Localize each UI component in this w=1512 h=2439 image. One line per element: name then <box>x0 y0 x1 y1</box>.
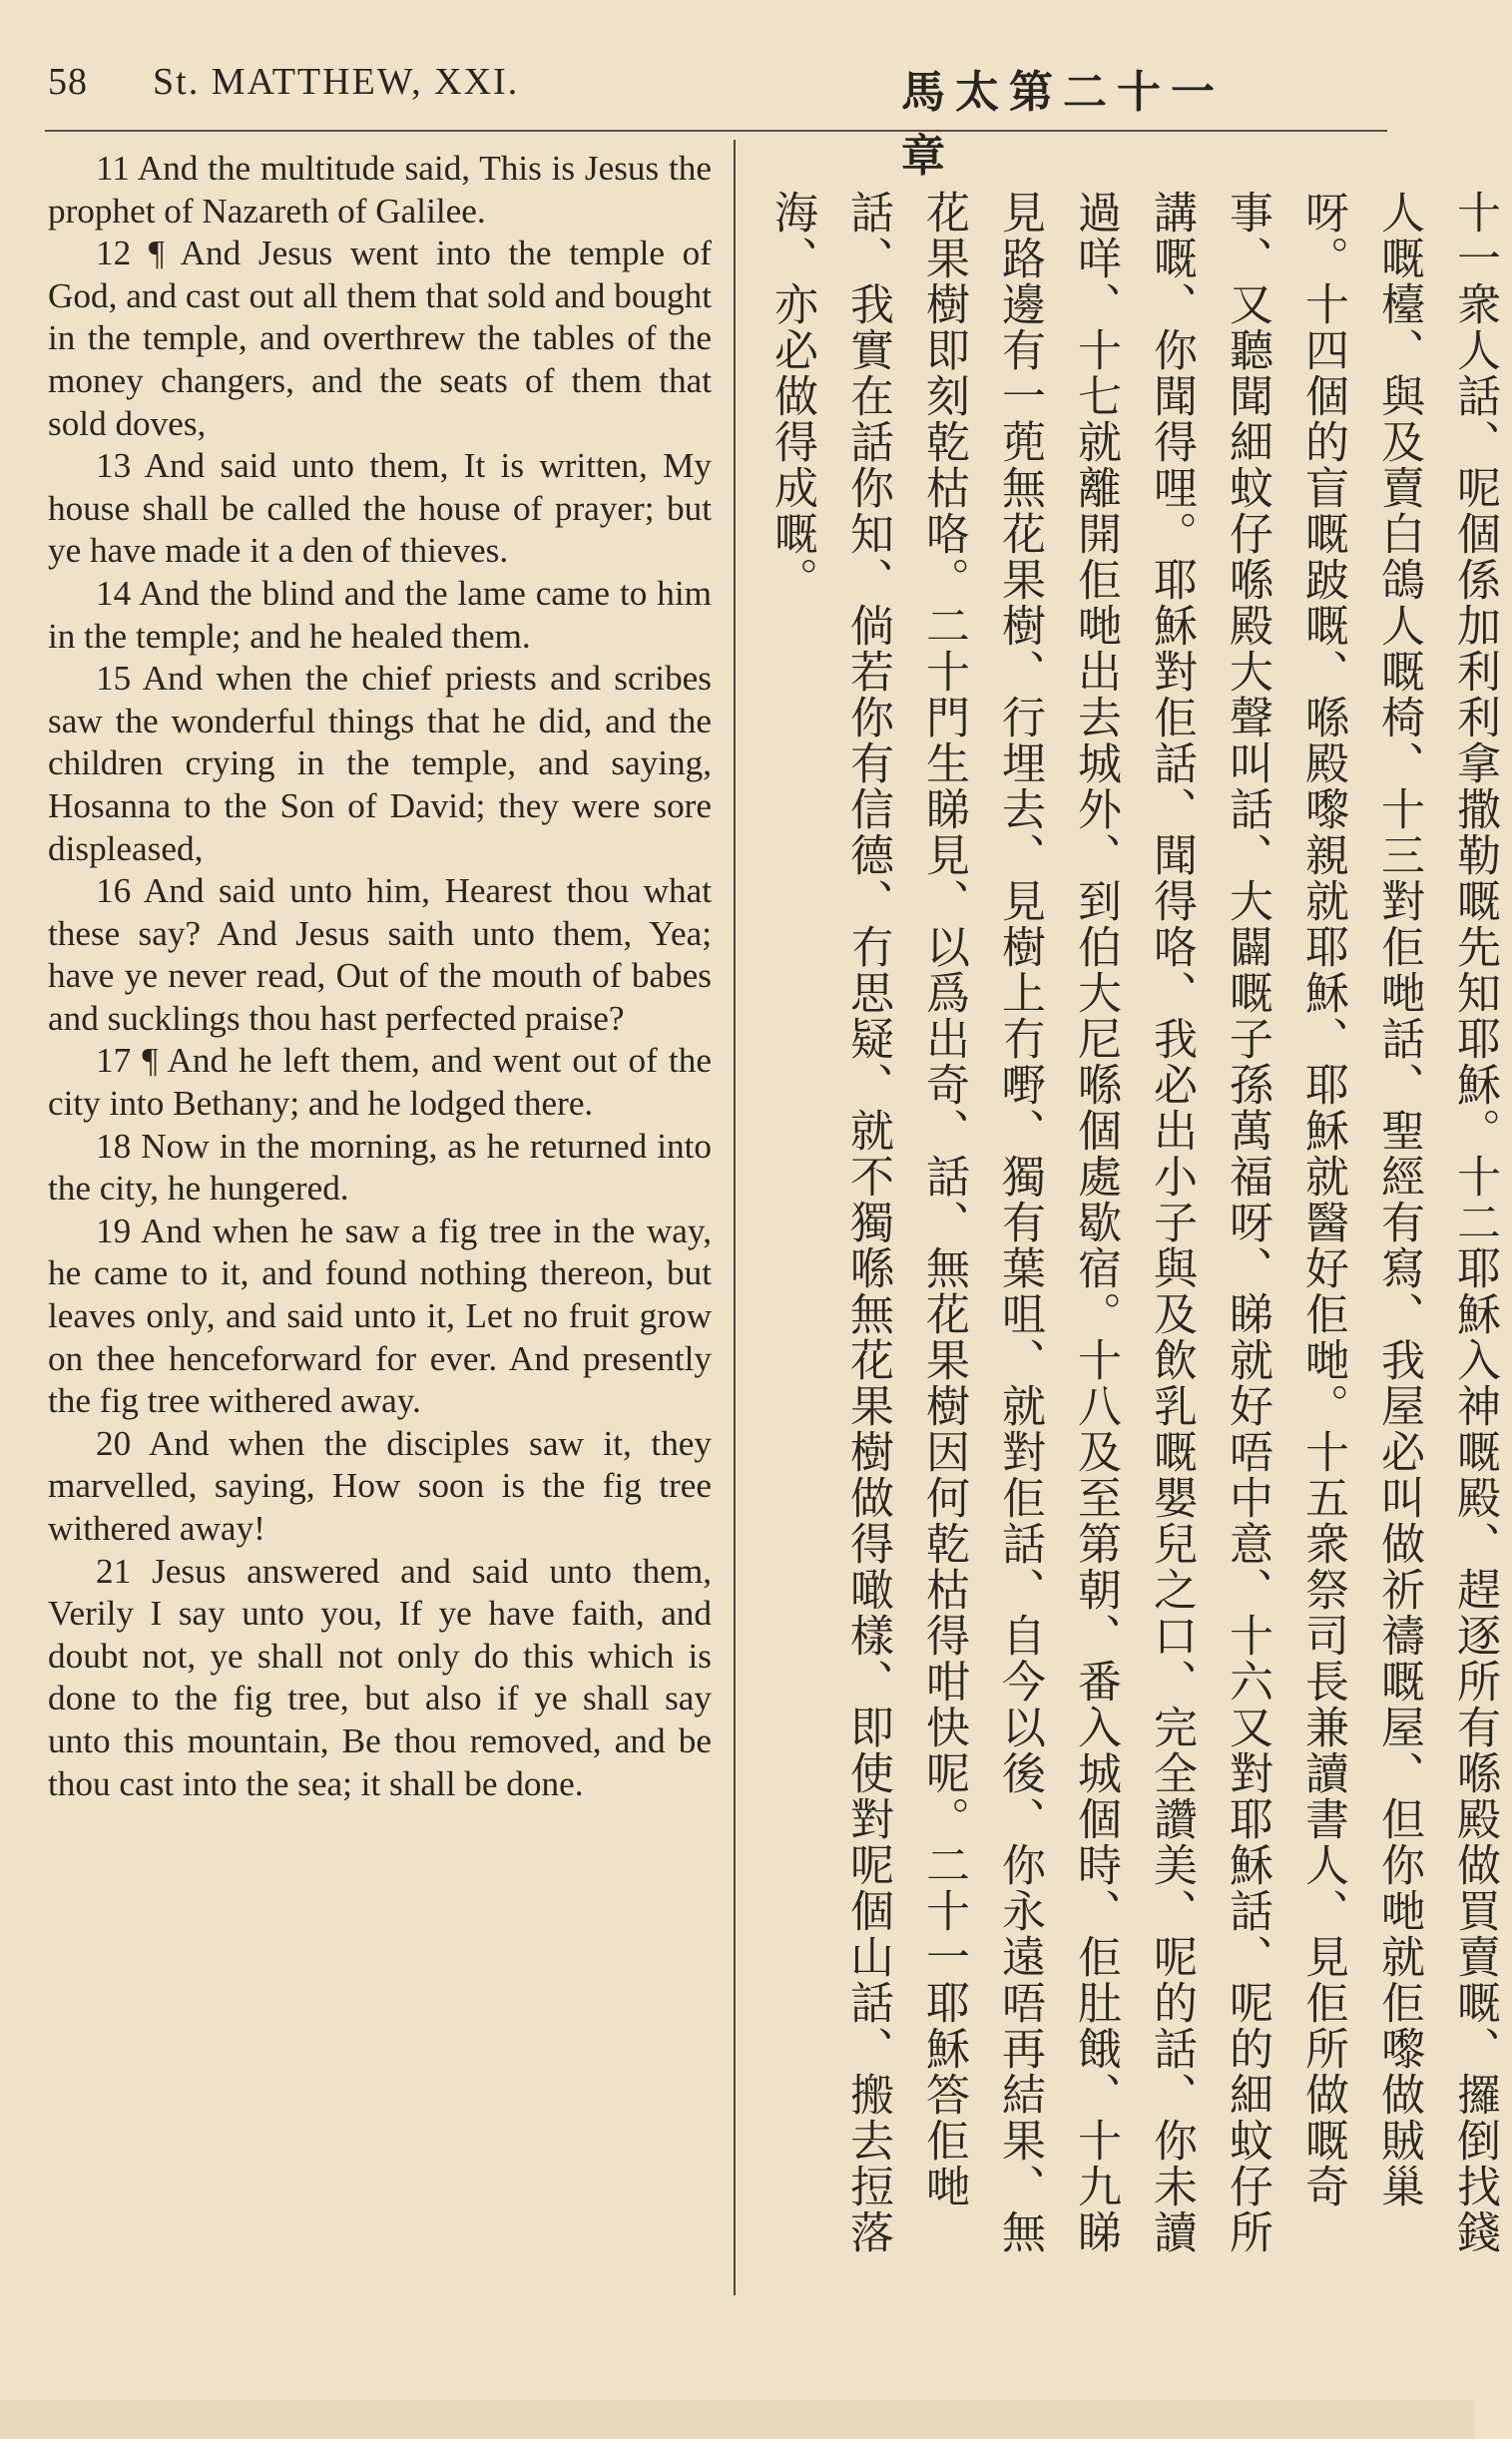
header-rule <box>45 130 1387 132</box>
english-verse-12: 12 ¶ And Jesus went into the temple of God, and cast out all them that sold and bought in the temple, and overthrew the tables of the money changers, and the seats of them that sold doves, <box>48 234 712 443</box>
chinese-verse-12: 十二耶穌入神嘅殿、趕逐所有喺殿做買賣嘅、攞倒找錢人嘅檯、與及賣白鴿人嘅椅、 <box>1373 190 1500 2255</box>
english-verse-15: 15 And when the chief priests and scribes saw the wonderful things that he did, and the children crying in the temple, and saying, Hosanna to the Son of David; they were sore displeased, <box>48 659 712 868</box>
chinese-verse-21: 二十一耶穌答佢哋話、我實在話你知、倘若你有信德、冇思疑、就不獨喺無花果樹做得噉樣、即使對呢個山話、搬去𢭃落海、亦必做得成嘅。 <box>766 190 969 2255</box>
page-number: 58 <box>48 61 88 103</box>
page-bottom-margin <box>0 2400 1475 2439</box>
english-verse-19: 19 And when he saw a fig tree in the way, he came to it, and found nothing thereon, but leaves only, and said unto it, Let no fruit grow on thee henceforward for ever. And presently the fig tree withered away. <box>48 1211 712 1421</box>
chinese-verse-15: 十五衆祭司長兼讀書人、見佢所做嘅奇事、又聽聞細蚊仔喺殿大聲叫話、大闢嘅子孫萬福呀、睇就好唔中意、 <box>1222 190 1348 2209</box>
chinese-verse-19: 十九睇見路邊有一蔸無花果樹、行埋去、見樹上冇嘢、獨有葉咀、就對佢話、自今以後、你永遠唔再結果、無花果樹即刻乾枯咯。 <box>918 190 1121 2255</box>
english-verse-11: 11 And the multitude said, This is Jesus the prophet of Nazareth of Galilee. <box>48 149 712 231</box>
column-rule <box>734 140 736 2295</box>
chinese-verse-13: 十三對佢哋話、聖經有寫、我屋必叫做祈禱嘅屋、但你哋就佢嚟做賊巢呀。 <box>1297 190 1424 2209</box>
english-verse-13: 13 And said unto them, It is written, My house shall be called the house of prayer; but ye have made it a den of thieves. <box>48 446 712 571</box>
english-verse-16: 16 And said unto him, Hearest thou what these say? And Jesus saith unto them, Yea; have ye never read, Out of the mouth of babes and sucklings thou hast perfected praise? <box>48 871 712 1038</box>
english-running-title: St. MATTHEW, XXI. <box>153 61 520 103</box>
chinese-verse-20: 二十門生睇見、以爲出奇、話、無花果樹因何乾枯得咁快呢。 <box>918 603 969 1842</box>
english-verse-14: 14 And the blind and the lame came to him in the temple; and he healed them. <box>48 573 712 656</box>
chinese-verse-18: 十八及至第朝、番入城個時、佢肚餓、 <box>1070 1337 1121 2118</box>
chinese-verse-11: 十一衆人話、呢個係加利利拿撒勒嘅先知耶穌。 <box>1449 190 1500 1154</box>
page-header <box>48 60 1265 181</box>
english-verse-17: 17 ¶ And he left them, and went out of the city into Bethany; and he lodged there. <box>48 1041 712 1124</box>
english-column <box>48 148 712 1805</box>
chinese-text <box>754 190 1512 2285</box>
chinese-running-title: 馬太第二十一章 <box>901 68 1225 181</box>
english-verse-18: 18 Now in the morning, as he returned into the city, he hungered. <box>48 1126 712 1209</box>
english-verse-20: 20 And when the disciples saw it, they marvelled, saying, How soon is the fig tree withered away! <box>48 1423 712 1548</box>
chinese-verse-16: 十六又對耶穌話、呢的細蚊仔所講嘅、你聞得哩。耶穌對佢話、聞得咯、我必出小子與及飲乳嘅嬰兒之口、完全讚美、呢的話、你未讀過咩、 <box>1070 190 1272 2255</box>
english-verse-21: 21 Jesus answered and said unto them, Verily I say unto you, If ye have faith, and doubt not, ye shall not only do this which is done to the fig tree, but also if ye shall say unto this mountain, Be thou removed, and be thou cast into the sea; it shall be done. <box>48 1551 712 1803</box>
chinese-verse-17: 十七就離開佢哋出去城外、到伯大尼喺個處歇宿。 <box>1070 327 1121 1337</box>
chinese-verse-14: 十四個的盲嘅跛嘅、喺殿嚟親就耶穌、耶穌就醫好佢哋。 <box>1297 281 1348 1429</box>
chinese-column <box>754 190 1500 2285</box>
